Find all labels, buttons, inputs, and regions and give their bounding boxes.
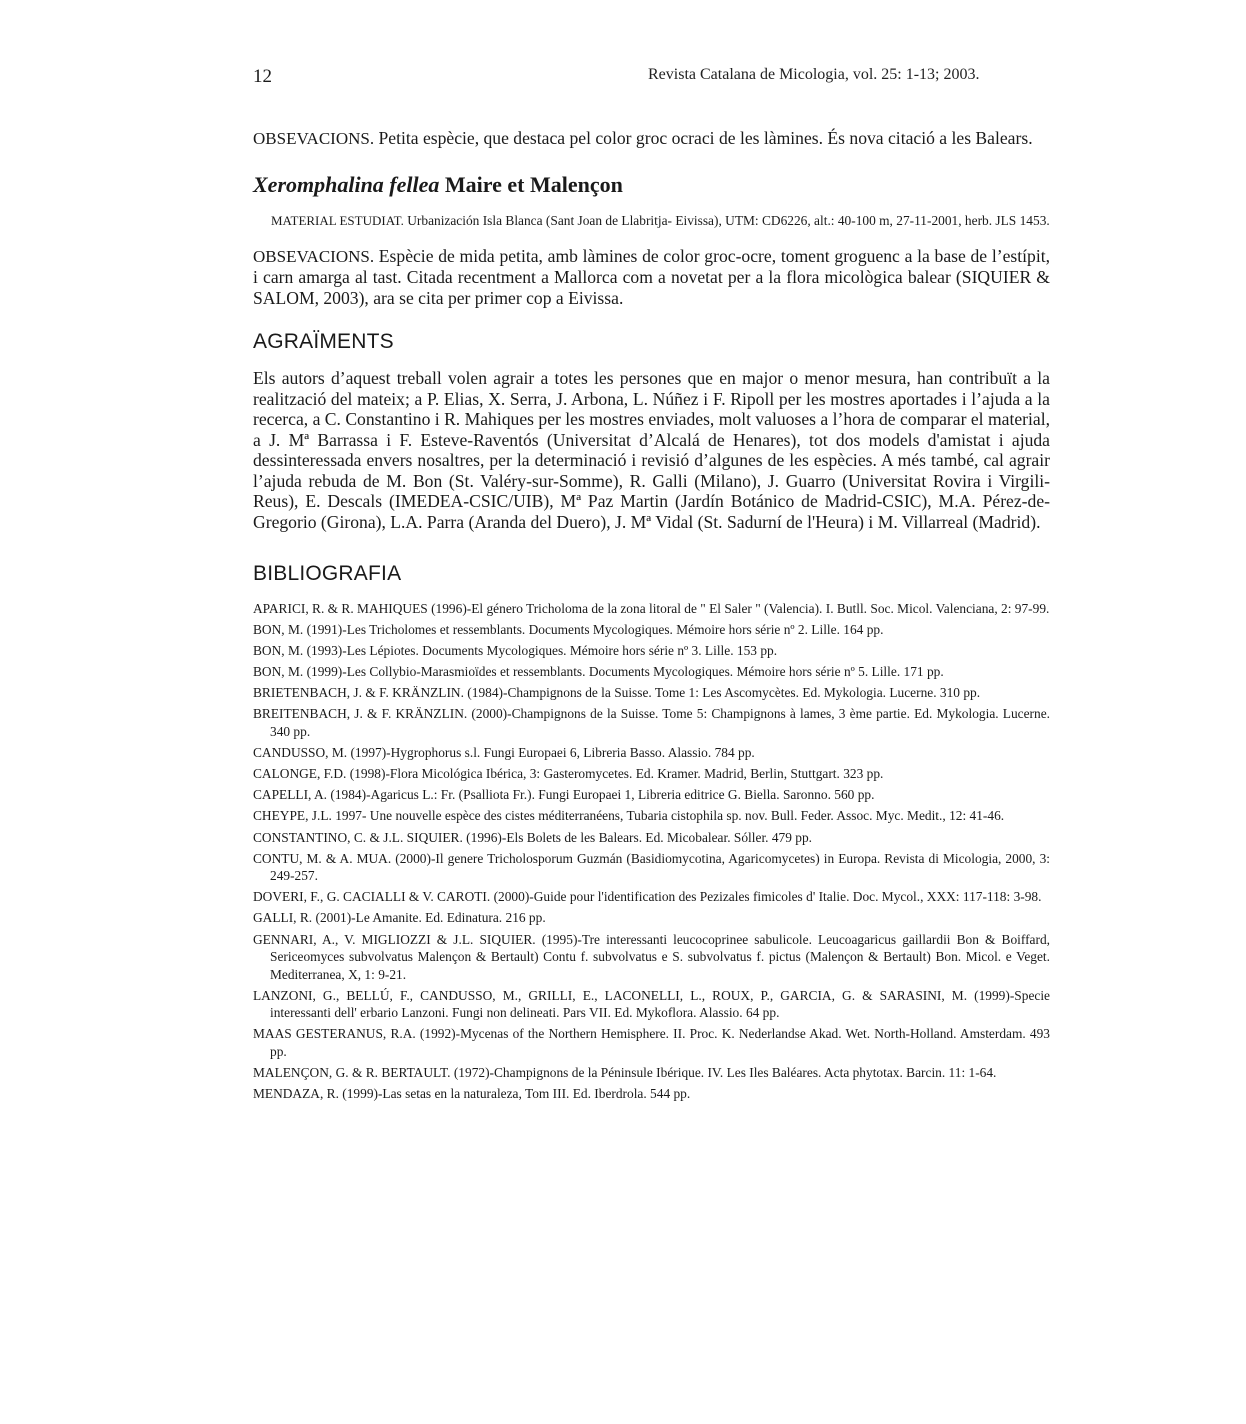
observations-paragraph-2	[253, 246, 1050, 309]
observations-label-2: OBSEVACIONS.	[253, 246, 375, 266]
bibliography-list	[253, 600, 1050, 1103]
reference-item: MALENÇON, G. & R. BERTAULT. (1972)-Champignons de la Péninsule Ibérique. IV. Les Iles Baléares. Acta phytotax. Barcin. 11: 1-64.	[253, 1065, 997, 1081]
page-number: 12	[253, 66, 272, 87]
running-head: Revista Catalana de Micologia, vol. 25: 1-13; 2003.	[648, 66, 980, 83]
observations-text-2: Espècie de mida petita, amb làmines de color groc-ocre, toment groguenc a la base de l’estípit, i carn amarga al tast. Citada recentment a Mallorca com a novetat per a la flora micològica balear (SIQUIER & SALOM, 2003), ara se cita per primer cop a Eivissa.	[253, 245, 1050, 308]
reference-item: APARICI, R. & R. MAHIQUES (1996)-El género Tricholoma de la zona litoral de " El Saler " (Valencia). I. Butll. Soc. Micol. Valenciana, 2: 97-99.	[253, 601, 1050, 616]
species-name: Xeromphalina fellea	[253, 171, 440, 197]
reference-item: BREITENBACH, J. & F. KRÄNZLIN. (2000)-Champignons de la Suisse. Tome 5: Champignons à lames, 3 ème partie. Ed. Mykologia. Lucerne. 340 pp.	[253, 706, 1050, 740]
observations-text: Petita espècie, que destaca pel color groc ocraci de les làmines. És nova citació a les Balears.	[374, 128, 1033, 148]
reference-item: BON, M. (1991)-Les Tricholomes et ressemblants. Documents Mycologiques. Mémoire hors série nº 2. Lille. 164 pp.	[253, 622, 884, 638]
acknowledgements-heading: AGRAÏMENTS	[253, 330, 394, 353]
reference-item: BON, M. (1999)-Les Collybio-Marasmioïdes et ressemblants. Documents Mycologiques. Mémoire hors série nº 5. Lille. 171 pp.	[253, 664, 944, 680]
material-text: Urbanización Isla Blanca (Sant Joan de Llabritja- Eivissa), UTM: CD6226, alt.: 40-100 m, 27-11-2001, herb. JLS 1453.	[403, 212, 1050, 228]
reference-item: CHEYPE, J.L. 1997- Une nouvelle espèce des cistes méditerranéens, Tubaria cistophila sp. nov. Bull. Feder. Assoc. Myc. Medit., 12: 41-46.	[253, 808, 1005, 824]
article-body	[253, 128, 1050, 1106]
reference-item: GALLI, R. (2001)-Le Amanite. Ed. Edinatura. 216 pp.	[253, 910, 546, 926]
reference-item: CONTU, M. & A. MUA. (2000)-Il genere Tricholosporum Guzmán (Basidiomycotina, Agaricomycetes) in Europa. Revista di Micologia, 2000, 3: 249-257.	[253, 850, 1050, 884]
reference-item: LANZONI, G., BELLÚ, F., CANDUSSO, M., GRILLI, E., LACONELLI, L., ROUX, P., GARCIA, G. & SARASINI, M. (1999)-Specie interessanti dell' erbario Lanzoni. Fungi non delineati. Pars VII. Ed. Mykoflora. Alassio. 64 pp.	[253, 987, 1050, 1021]
material-label: MATERIAL ESTUDIAT.	[271, 212, 404, 228]
acknowledgements-text: Els autors d’aquest treball volen agrair a totes les persones que en major o menor mesura, han contribuït a la realització del mateix; a P. Elias, X. Serra, J. Arbona, L. Núñez i F. Ripoll per les mostres aportades i l’ajuda a la recerca, a C. Constantino i R. Mahiques per les mostres enviades, molt valuoses a l’hora de comparar el material, a J. Mª Barrassa i F. Esteve-Raventós (Universitat d’Alcalá de Henares), tot dos models d'amistat i ajuda dessinteressada envers nosaltres, per la determinació i revisió d’algunes de les espècies. A més també, cal agrair l’ajuda rebuda de M. Bon (St. Valéry-sur-Somme), R. Galli (Milano), J. Guarro (Universitat Rovira i Virgili- Reus), E. Descals (IMEDEA-CSIC/UIB), Mª Paz Martin (Jardín Botánico de Madrid-CSIC), M.A. Pérez-de-Gregorio (Girona), L.A. Parra (Aranda del Duero), J. Mª Vidal (St. Sadurní de l'Heura) i M. Villarreal (Madrid).	[253, 368, 1050, 532]
reference-item: MENDAZA, R. (1999)-Las setas en la naturaleza, Tom III. Ed. Iberdrola. 544 pp.	[253, 1086, 691, 1102]
reference-item: BON, M. (1993)-Les Lépiotes. Documents Mycologiques. Mémoire hors série nº 3. Lille. 153 pp.	[253, 643, 778, 659]
reference-item: CANDUSSO, M. (1997)-Hygrophorus s.l. Fungi Europaei 6, Libreria Basso. Alassio. 784 pp.	[253, 745, 755, 761]
material-paragraph	[271, 212, 1050, 230]
observations-label: OBSEVACIONS.	[253, 129, 375, 148]
reference-item: CALONGE, F.D. (1998)-Flora Micológica Ibérica, 3: Gasteromycetes. Ed. Kramer. Madrid, Berlin, Stuttgart. 323 pp.	[253, 766, 884, 782]
reference-item: MAAS GESTERANUS, R.A. (1992)-Mycenas of the Northern Hemisphere. II. Proc. K. Nederlandse Akad. Wet. North-Holland. Amsterdam. 493 pp.	[253, 1026, 1050, 1060]
reference-item: CAPELLI, A. (1984)-Agaricus L.: Fr. (Psalliota Fr.). Fungi Europaei 1, Libreria editrice G. Biella. Saronno. 560 pp.	[253, 787, 875, 803]
reference-item: DOVERI, F., G. CACIALLI & V. CAROTI. (2000)-Guide pour l'identification des Pezizales fimicoles d' Italie. Doc. Mycol., XXX: 117-118: 3-98.	[253, 889, 1042, 905]
reference-item: CONSTANTINO, C. & J.L. SIQUIER. (1996)-Els Bolets de les Balears. Ed. Micobalear. Sóller. 479 pp.	[253, 829, 813, 845]
species-author: Maire et Malençon	[439, 171, 623, 197]
reference-item: GENNARI, A., V. MIGLIOZZI & J.L. SIQUIER. (1995)-Tre interessanti leucocoprinee sabulicole. Leucoagaricus gaillardii Bon & Boiffard, Sericeomyces subvolvatus Malençon & Bertault) Contu f. subvolvatus e S. subvolvatus f. pictus (Malençon & Bertault) Bon. Micol. e Veget. Mediterranea, X, 1: 9-21.	[253, 931, 1050, 982]
bibliography-heading: BIBLIOGRAFIA	[253, 562, 402, 585]
species-heading	[253, 172, 1050, 198]
observations-paragraph	[253, 128, 1050, 150]
reference-item: BRIETENBACH, J. & F. KRÄNZLIN. (1984)-Champignons de la Suisse. Tome 1: Les Ascomycètes. Ed. Mykologia. Lucerne. 310 pp.	[253, 685, 981, 701]
